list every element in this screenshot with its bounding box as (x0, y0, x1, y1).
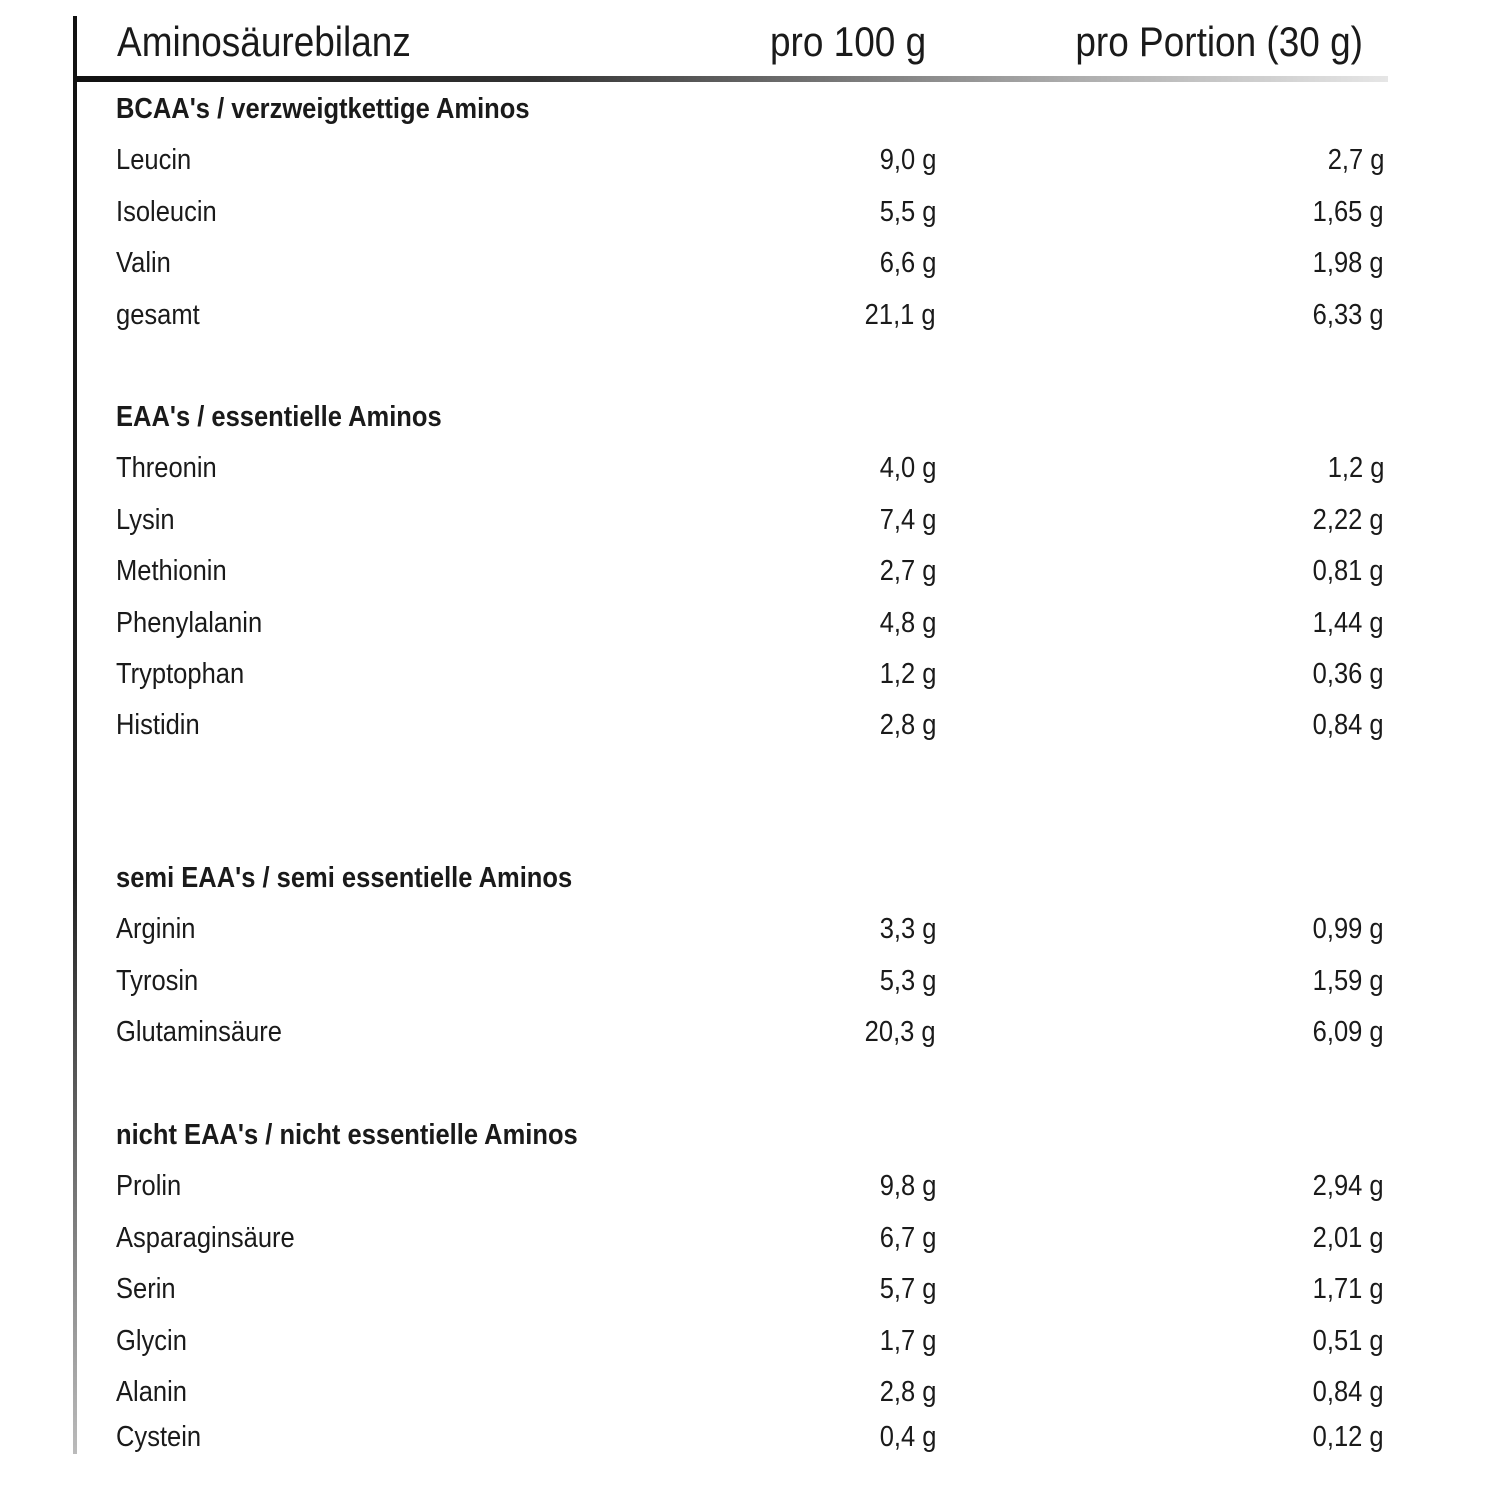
value-per-portion: 1,65 g (1313, 196, 1384, 228)
table-row (0, 603, 1500, 643)
column-header-per-portion: pro Portion (30 g) (1075, 18, 1363, 65)
table-row (0, 1269, 1500, 1309)
table-row (0, 500, 1500, 540)
value-per-portion: 6,09 g (1313, 1016, 1384, 1048)
amino-acid-name: Leucin (116, 144, 192, 176)
value-per-100g: 9,0 g (879, 144, 936, 176)
table-row (0, 909, 1500, 949)
amino-acid-name: Asparaginsäure (116, 1222, 295, 1254)
table-row (0, 654, 1500, 694)
table-row (0, 961, 1500, 1001)
value-per-100g: 4,8 g (879, 607, 936, 639)
value-per-100g: 3,3 g (879, 913, 936, 945)
section-title: BCAA's / verzweigtkettige Aminos (116, 93, 530, 125)
amino-acid-name: Threonin (116, 452, 217, 484)
value-per-portion: 1,98 g (1313, 247, 1384, 279)
value-per-100g: 5,5 g (879, 196, 936, 228)
value-per-portion: 0,84 g (1313, 709, 1384, 741)
value-per-portion: 0,12 g (1313, 1421, 1384, 1453)
value-per-100g: 1,2 g (879, 658, 936, 690)
table-row (0, 705, 1500, 745)
table-row (0, 295, 1500, 335)
table-row (0, 140, 1500, 180)
table-row (0, 243, 1500, 283)
value-per-100g: 5,7 g (879, 1273, 936, 1305)
table-row (0, 1417, 1500, 1457)
value-per-portion: 1,44 g (1313, 607, 1384, 639)
value-per-portion: 0,36 g (1313, 658, 1384, 690)
amino-acid-name: Tryptophan (116, 658, 245, 690)
value-per-portion: 0,81 g (1313, 555, 1384, 587)
value-per-100g: 9,8 g (879, 1170, 936, 1202)
table-row (0, 192, 1500, 232)
table-row (0, 1218, 1500, 1258)
amino-acid-name: Glycin (116, 1325, 187, 1357)
value-per-portion: 6,33 g (1313, 299, 1384, 331)
value-per-100g: 21,1 g (865, 299, 936, 331)
value-per-100g: 6,6 g (879, 247, 936, 279)
amino-acid-name: Arginin (116, 913, 196, 945)
amino-acid-name: Histidin (116, 709, 200, 741)
value-per-100g: 4,0 g (879, 452, 936, 484)
value-per-portion: 2,01 g (1313, 1222, 1384, 1254)
value-per-100g: 5,3 g (879, 965, 936, 997)
amino-acid-name: Alanin (116, 1376, 187, 1408)
value-per-portion: 2,7 g (1327, 144, 1384, 176)
value-per-100g: 20,3 g (865, 1016, 936, 1048)
column-header-per-100g: pro 100 g (770, 18, 927, 65)
table-row (0, 1372, 1500, 1412)
section-title: nicht EAA's / nicht essentielle Aminos (116, 1119, 578, 1151)
value-per-100g: 2,8 g (879, 709, 936, 741)
amino-acid-name: Prolin (116, 1170, 182, 1202)
amino-acid-name: Valin (116, 247, 171, 279)
amino-acid-name: Serin (116, 1273, 176, 1305)
value-per-100g: 6,7 g (879, 1222, 936, 1254)
table-row (0, 448, 1500, 488)
amino-acid-name: Methionin (116, 555, 227, 587)
value-per-portion: 0,51 g (1313, 1325, 1384, 1357)
value-per-100g: 2,7 g (879, 555, 936, 587)
value-per-portion: 1,2 g (1327, 452, 1384, 484)
amino-acid-name: Tyrosin (116, 965, 199, 997)
table-row (0, 1166, 1500, 1206)
table-row (0, 551, 1500, 591)
table-title: Aminosäurebilanz (117, 18, 411, 65)
amino-acid-name: Isoleucin (116, 196, 217, 228)
amino-acid-name: Phenylalanin (116, 607, 263, 639)
value-per-portion: 2,94 g (1313, 1170, 1384, 1202)
value-per-100g: 2,8 g (879, 1376, 936, 1408)
section-title: EAA's / essentielle Aminos (116, 401, 442, 433)
table-row (0, 1012, 1500, 1052)
value-per-portion: 0,99 g (1313, 913, 1384, 945)
value-per-portion: 0,84 g (1313, 1376, 1384, 1408)
table-row (0, 1321, 1500, 1361)
section-title: semi EAA's / semi essentielle Aminos (116, 862, 573, 894)
value-per-portion: 2,22 g (1313, 504, 1384, 536)
amino-acid-name: Cystein (116, 1421, 202, 1453)
amino-acid-name: Lysin (116, 504, 175, 536)
amino-acid-name: Glutaminsäure (116, 1016, 282, 1048)
amino-acid-name: gesamt (116, 299, 200, 331)
value-per-portion: 1,59 g (1313, 965, 1384, 997)
value-per-100g: 0,4 g (879, 1421, 936, 1453)
value-per-100g: 1,7 g (879, 1325, 936, 1357)
value-per-100g: 7,4 g (879, 504, 936, 536)
value-per-portion: 1,71 g (1313, 1273, 1384, 1305)
